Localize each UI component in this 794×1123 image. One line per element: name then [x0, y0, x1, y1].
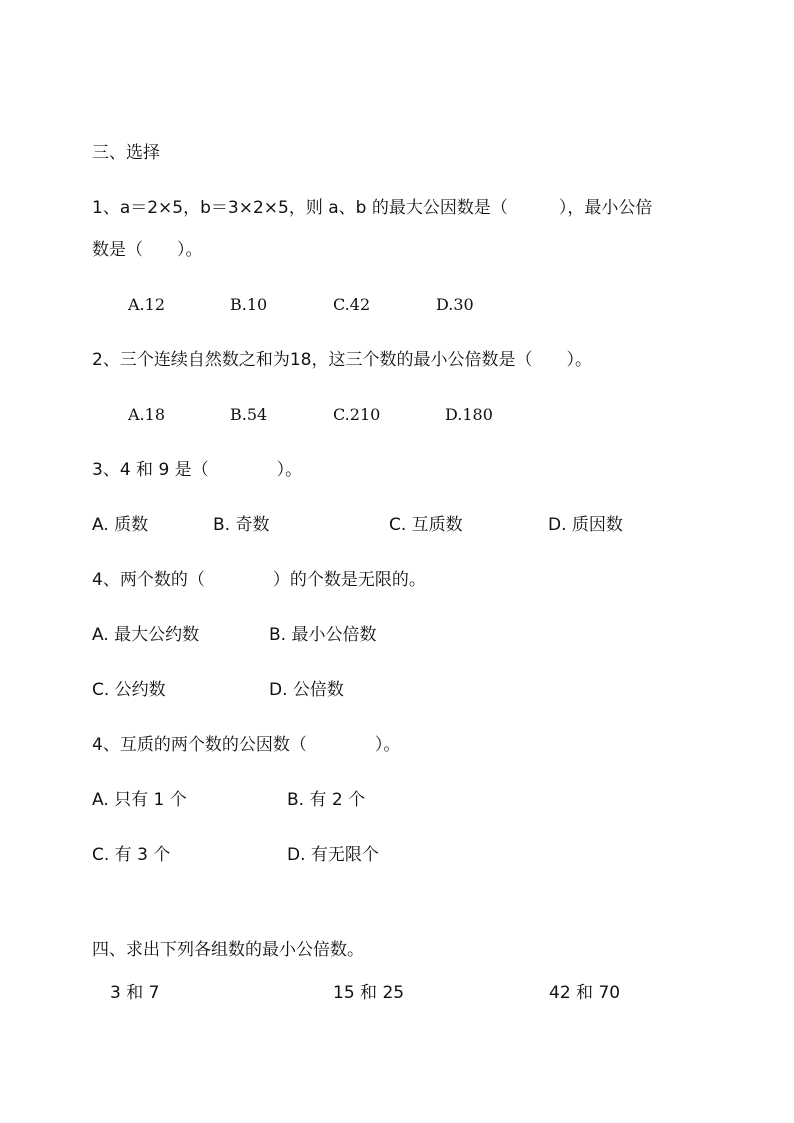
question-3: 3、4 和 9 是（ ）。: [92, 460, 303, 480]
q1-option-a: A.12: [128, 295, 165, 314]
q4a-option-b: B. 最小公倍数: [269, 625, 377, 645]
q1-option-c: C.42: [333, 295, 371, 314]
q4b-option-a: A. 只有 1 个: [92, 790, 187, 810]
q1-option-b: B.10: [230, 295, 268, 314]
section4-heading: 四、求出下列各组数的最小公倍数。: [92, 940, 364, 960]
q4b-option-b: B. 有 2 个: [287, 790, 366, 810]
lcm-item-3: 42 和 70: [549, 983, 621, 1003]
section3-heading: 三、选择: [92, 143, 160, 163]
q2-option-c: C.210: [333, 405, 381, 424]
question-2: 2、三个连续自然数之和为18，这三个数的最小公倍数是（ ）。: [92, 350, 592, 370]
question-4b: 4、互质的两个数的公因数（ ）。: [92, 735, 401, 755]
q1-option-d: D.30: [436, 295, 474, 314]
q2-option-a: A.18: [128, 405, 165, 424]
q3-option-c: C. 互质数: [389, 515, 463, 535]
q4a-option-c: C. 公约数: [92, 680, 166, 700]
q4b-option-d: D. 有无限个: [287, 845, 379, 865]
q3-option-d: D. 质因数: [548, 515, 623, 535]
q2-option-b: B.54: [230, 405, 268, 424]
q4a-option-d: D. 公倍数: [269, 680, 344, 700]
q4a-option-a: A. 最大公约数: [92, 625, 200, 645]
q3-option-b: B. 奇数: [213, 515, 270, 535]
q4b-option-c: C. 有 3 个: [92, 845, 171, 865]
question-1-line2: 数是（ ）。: [92, 240, 203, 260]
q2-option-d: D.180: [445, 405, 493, 424]
lcm-item-2: 15 和 25: [333, 983, 405, 1003]
lcm-item-1: 3 和 7: [110, 983, 160, 1003]
question-1-line1: 1、a＝2×5，b＝3×2×5，则 a、b 的最大公因数是（ ），最小公倍: [92, 198, 653, 218]
question-4a: 4、两个数的（ ）的个数是无限的。: [92, 570, 426, 590]
q3-option-a: A. 质数: [92, 515, 149, 535]
